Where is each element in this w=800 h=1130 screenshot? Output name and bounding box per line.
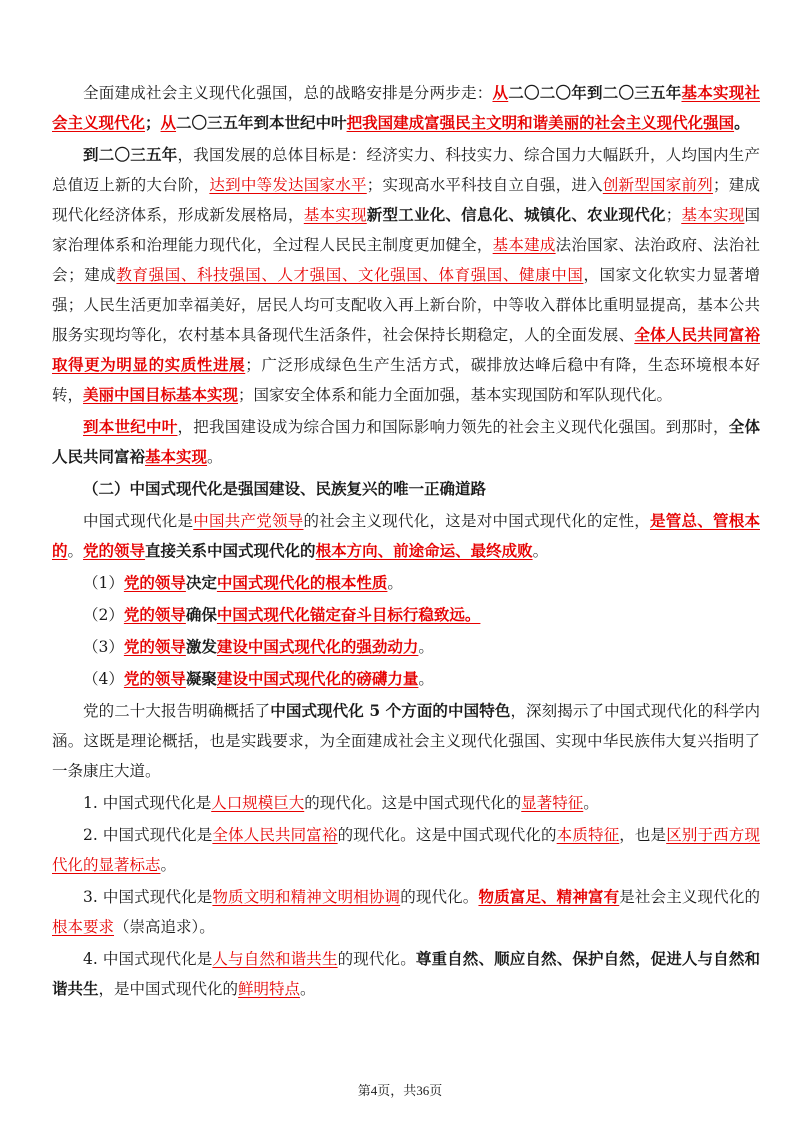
- highlighted-text-run: 人口规模巨大: [211, 794, 305, 812]
- text-run: ，把我国建设成为综合国力和国际影响力领先的社会主义现代化强国。到那时，: [177, 418, 729, 436]
- text-run: 。: [387, 574, 403, 592]
- text-run: ；广泛形成绿色生产生活方式，碳排放达峰后稳中有降，生态环境根本好转，: [52, 356, 760, 404]
- highlighted-text-run: 人与自然和谐共生: [212, 950, 338, 968]
- text-run: ，是中国式现代化的: [98, 980, 239, 998]
- highlighted-text-run: 把我国建成富强民主文明和谐美丽的社会主义现代化强国: [346, 113, 735, 132]
- bold-text-run: 二〇二〇年到二〇三五年: [508, 83, 682, 102]
- paragraph: [52, 568, 760, 598]
- text-run: 。: [160, 856, 177, 874]
- text-run: 。: [207, 448, 223, 466]
- text-run: 的现代化。这是中国式现代化的: [337, 826, 557, 844]
- bold-text-run: ；: [145, 113, 161, 132]
- highlighted-text-run: 到本世纪中叶: [83, 417, 178, 436]
- highlighted-text-run: 物质富足、精神富有: [478, 887, 620, 906]
- paragraph: [52, 78, 760, 138]
- bold-text-run: 。: [734, 113, 750, 132]
- bold-text-run: 决定: [185, 573, 217, 592]
- highlighted-text-run: 全体人民共同富裕: [212, 826, 338, 844]
- highlighted-text-run: 从: [492, 83, 509, 102]
- text-run: 全面建成社会主义现代化强国，总的战略安排是分两步走：: [83, 84, 493, 102]
- text-run: （3）: [83, 638, 124, 656]
- highlighted-text-run: 从: [160, 113, 177, 132]
- highlighted-text-run: 达到中等发达国家水平: [209, 176, 367, 194]
- text-run: （4）: [83, 670, 124, 688]
- text-run: ，也是: [619, 826, 667, 844]
- paragraph: [52, 820, 760, 880]
- highlighted-text-run: 党的领导: [123, 605, 186, 624]
- highlighted-text-run: 显著特征: [521, 794, 584, 812]
- document-body: [52, 78, 760, 1004]
- highlighted-text-run: 创新型国家前列: [602, 176, 713, 194]
- text-run: 的现代化。这是中国式现代化的: [304, 794, 522, 812]
- highlighted-text-run: 基本实现: [145, 447, 208, 466]
- bold-text-run: 直接关系中国式现代化的: [145, 541, 316, 560]
- text-run: 。: [300, 980, 316, 998]
- paragraph: [52, 140, 760, 410]
- text-run: ；国家安全体系和能力全面加强，基本实现国防和军队现代化。: [238, 386, 673, 404]
- highlighted-text-run: 建设中国式现代化的磅礴力量: [216, 669, 419, 688]
- highlighted-text-run: 物质文明和精神文明相协调: [212, 888, 401, 906]
- paragraph: [52, 664, 760, 694]
- text-run: 的现代化。: [337, 950, 416, 968]
- highlighted-text-run: 党的领导: [83, 541, 146, 560]
- text-run: （崇高追求）。: [114, 918, 215, 936]
- text-run: 的现代化。: [400, 888, 479, 906]
- bold-text-run: 二〇三五年到本世纪中叶: [176, 113, 347, 132]
- highlighted-text-run: 基本实现: [681, 206, 745, 224]
- text-run: 1. 中国式现代化是: [83, 794, 212, 812]
- paragraph: [52, 632, 760, 662]
- text-run: ，深刻揭示了中国式现代化的科学内涵。这既是理论概括，也是实践要求，为全面建成社会主义现代化强国、实现中华民族伟大复兴指明了一条康庄大道。: [52, 702, 760, 780]
- bold-text-run: 全体人民共同富裕: [52, 417, 760, 466]
- highlighted-text-run: 党的领导: [123, 669, 186, 688]
- highlighted-text-run: 教育强国、科技强国、人才强国、文化强国、体育强国、健康中国: [116, 266, 584, 284]
- highlighted-text-run: 基本实现社会主义现代化: [52, 83, 760, 132]
- text-run: ；: [665, 206, 682, 224]
- highlighted-text-run: 建设中国式现代化的强劲动力: [216, 637, 419, 656]
- highlighted-text-run: 基本建成: [492, 236, 556, 254]
- paragraph: [52, 944, 760, 1004]
- section-heading: [52, 474, 760, 504]
- highlighted-text-run: 全体人民共同富裕取得更为明显的实质性进展: [52, 325, 760, 374]
- text-run: 的社会主义现代化，这是对中国式现代化的定性，: [303, 512, 650, 530]
- text-run: 3. 中国式现代化是: [83, 888, 213, 906]
- paragraph: [52, 412, 760, 472]
- highlighted-text-run: 根本方向、前途命运、最终成败: [315, 541, 533, 560]
- text-run: 国家治理体系和治理能力现代化，全过程人民民主制度更加健全，: [52, 206, 760, 254]
- text-run: 2. 中国式现代化是: [83, 826, 213, 844]
- text-run: ，我国发展的总体目标是：经济实力、科技实力、综合国力大幅跃升，人均国内生产总值迈上新的大台阶，: [52, 146, 760, 194]
- bold-text-run: 新型工业化、信息化、城镇化、农业现代化: [366, 205, 666, 224]
- page-number: 第4页，共36页: [357, 1083, 443, 1098]
- text-run: ，国家文化软实力显著增强；人民生活更加幸福美好，居民人均可支配收入再上新台阶，中等收入群体比重明显提高，基本公共服务实现均等化，农村基本具备现代生活条件，社会保持长期稳定，人的全面发展、: [52, 266, 760, 344]
- highlighted-text-run: 美丽中国目标基本实现: [83, 385, 239, 404]
- text-run: ；实现高水平科技自立自强，进入: [366, 176, 603, 194]
- paragraph: [52, 506, 760, 566]
- text-run: 党的二十大报告明确概括了: [83, 702, 271, 720]
- highlighted-text-run: 中国式现代化锚定奋斗目标行稳致远。: [216, 605, 481, 624]
- text-run: 4. 中国式现代化是: [83, 950, 213, 968]
- paragraph: [52, 600, 760, 630]
- text-run: 。: [418, 638, 434, 656]
- highlighted-text-run: 中国式现代化的根本性质: [216, 573, 388, 592]
- highlighted-text-run: 区别于西方现代化的显著标志: [52, 826, 760, 874]
- bold-text-run: 尊重自然、顺应自然、保护自然，促进人与自然和谐共生: [52, 949, 760, 998]
- bold-text-run: 中国式现代化 5 个方面的中国特色: [270, 701, 511, 720]
- highlighted-text-run: 基本实现: [303, 206, 367, 224]
- paragraph: [52, 882, 760, 942]
- bold-text-run: 确保: [185, 605, 217, 624]
- bold-text-run: 激发: [185, 637, 217, 656]
- bold-text-run: 到二〇三五年: [83, 145, 178, 164]
- text-run: 。: [418, 670, 434, 688]
- highlighted-text-run: 鲜明特点: [238, 980, 301, 998]
- text-run: 法治国家、法治政府、法治社会；建成: [52, 236, 760, 284]
- paragraph: [52, 788, 760, 818]
- highlighted-text-run: 本质特征: [556, 826, 620, 844]
- paragraph: [52, 696, 760, 786]
- highlighted-text-run: 中国共产党领导: [193, 512, 304, 530]
- text-run: 。: [532, 542, 549, 560]
- highlighted-text-run: 党的领导: [123, 637, 186, 656]
- text-run: 。: [67, 542, 84, 560]
- text-run: （2）: [83, 606, 124, 624]
- text-run: 。: [583, 794, 599, 812]
- text-run: 中国式现代化是: [83, 512, 194, 530]
- bold-text-run: （二）中国式现代化是强国建设、民族复兴的唯一正确道路: [83, 479, 487, 498]
- highlighted-text-run: 根本要求: [52, 918, 115, 936]
- highlighted-text-run: 是管总、管根本的: [52, 511, 760, 560]
- text-run: 是社会主义现代化的: [619, 888, 760, 906]
- bold-text-run: 凝聚: [185, 669, 217, 688]
- text-run: ；建成现代化经济体系，形成新发展格局，: [52, 176, 760, 224]
- text-run: （1）: [83, 574, 124, 592]
- highlighted-text-run: 党的领导: [123, 573, 186, 592]
